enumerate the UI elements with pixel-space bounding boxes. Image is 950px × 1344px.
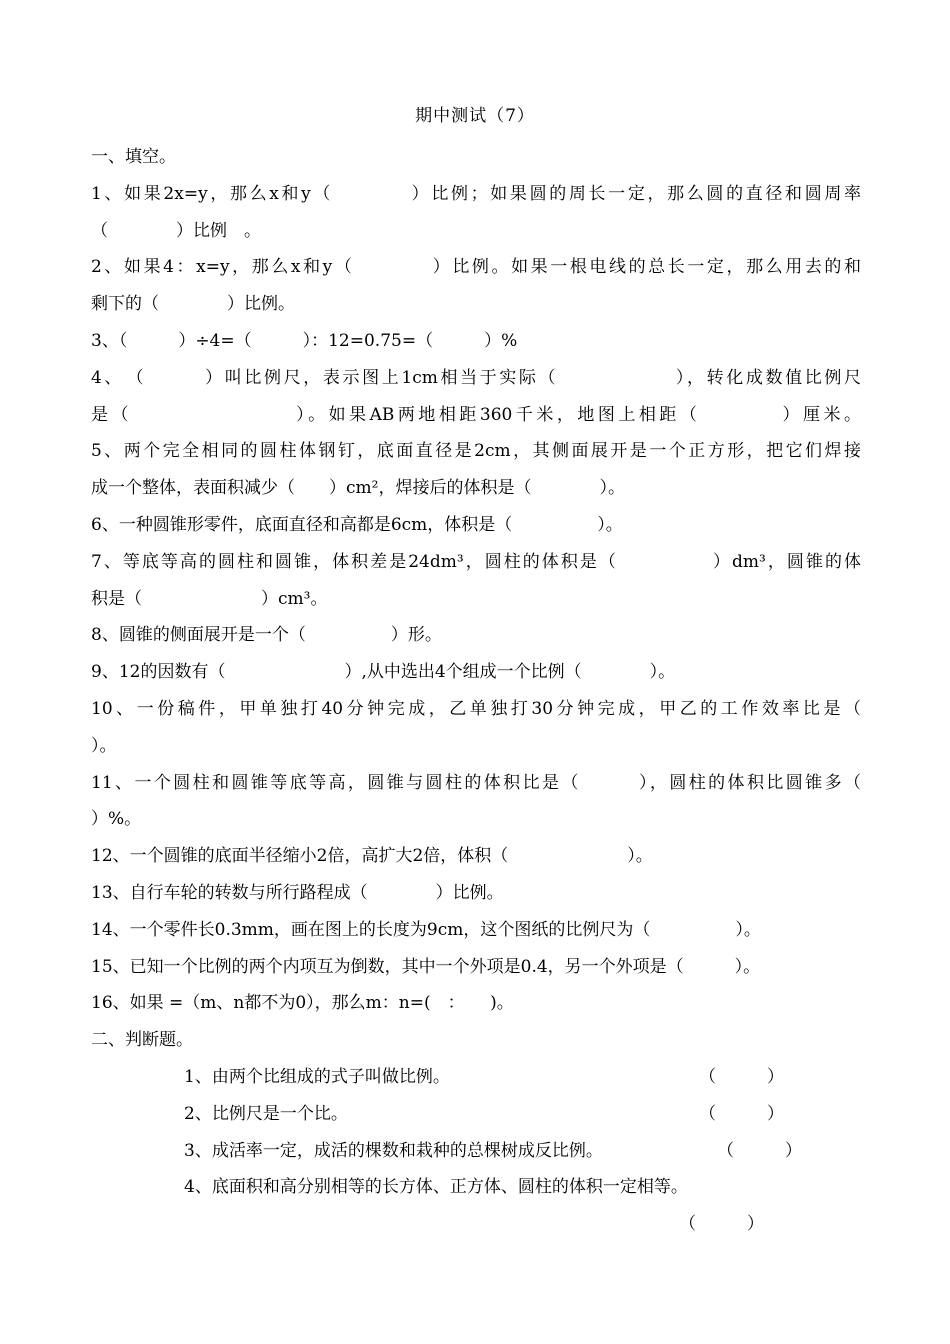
- document-body: [91, 139, 861, 1243]
- judge-statement: 2、比例尺是一个比。: [184, 1103, 348, 1124]
- question-line: （ ）比例 。: [91, 220, 261, 241]
- answer-bracket: （ ）: [699, 1066, 784, 1087]
- question-line: 10、一份稿件，甲单独打40分钟完成，乙单独打30分钟完成，甲乙的工作效率比是（: [91, 698, 861, 719]
- question-line: 4、 （ ）叫比例尺，表示图上1cm相当于实际（ ），转化成数值比例尺: [91, 367, 861, 388]
- judge-statement: 3、成活率一定，成活的棵数和栽种的总棵树成反比例。: [184, 1140, 603, 1161]
- question-line: 13、自行车轮的转数与所行路程成（ ）比例。: [91, 882, 504, 903]
- question-line: 是（ ）。如果AB两地相距360千米，地图上相距（ ）厘米。: [91, 404, 861, 425]
- question-line: 8、圆锥的侧面展开是一个（ ）形。: [91, 625, 442, 646]
- question-line: ）%。: [91, 809, 142, 830]
- judge-item: [91, 1059, 861, 1096]
- question-line: 2、如果4：x=y，那么x和y（ ）比例。如果一根电线的总长一定，那么用去的和: [91, 257, 861, 278]
- page-title: 期中测试（7）: [415, 106, 535, 126]
- judge-item: [91, 1169, 861, 1206]
- judge-item: [91, 1133, 861, 1170]
- judge-statement: 1、由两个比组成的式子叫做比例。: [184, 1066, 450, 1087]
- judge-item: [91, 1096, 861, 1133]
- judge-item-answer-row: [91, 1206, 861, 1243]
- section-heading: 一、填空。: [91, 147, 176, 167]
- question-line: 12、一个圆锥的底面半径缩小2倍，高扩大2倍，体积（ ）。: [91, 846, 653, 867]
- question-line: 5、两个完全相同的圆柱体钢钉，底面直径是2cm，其侧面展开是一个正方形，把它们焊接: [91, 441, 861, 462]
- answer-bracket: （ ）: [679, 1214, 764, 1235]
- question-line: 剩下的（ ）比例。: [91, 294, 295, 315]
- answer-bracket: （ ）: [717, 1140, 802, 1161]
- question-line: 9、12的因数有（ ）,从中选出4个组成一个比例（ ）。: [91, 662, 676, 683]
- question-line: 积是（ ）cm³。: [91, 588, 328, 609]
- section-heading: 二、判断题。: [91, 1030, 193, 1051]
- question-line: 1、如果2x=y，那么x和y（ ）比例；如果圆的周长一定，那么圆的直径和圆周率: [91, 183, 861, 204]
- question-line: ）。: [91, 735, 117, 756]
- question-line: 6、一种圆锥形零件，底面直径和高都是6cm，体积是（ ）。: [91, 514, 623, 535]
- question-line: 成一个整体，表面积减少（ ）cm²，焊接后的体积是（ ）。: [91, 478, 625, 499]
- answer-bracket: （ ）: [699, 1103, 784, 1124]
- question-line: 16、如果 =（m、n都不为0），那么m：n=( ： )。: [91, 993, 514, 1014]
- judge-statement: 4、底面积和高分别相等的长方体、正方体、圆柱的体积一定相等。: [184, 1177, 688, 1198]
- question-line: 11、一个圆柱和圆锥等底等高，圆锥与圆柱的体积比是（ ），圆柱的体积比圆锥多（: [91, 772, 861, 793]
- question-line: 15、已知一个比例的两个内项互为倒数，其中一个外项是0.4，另一个外项是（ ）。: [91, 956, 761, 977]
- question-line: 14、一个零件长0.3mm，画在图上的长度为9cm，这个图纸的比例尺为（ ）。: [91, 919, 761, 940]
- question-line: 7、等底等高的圆柱和圆锥，体积差是24dm³，圆柱的体积是（ ）dm³，圆锥的体: [91, 551, 861, 572]
- question-line: 3、（ ）÷4=（ ）：12=0.75=（ ）%: [91, 330, 518, 351]
